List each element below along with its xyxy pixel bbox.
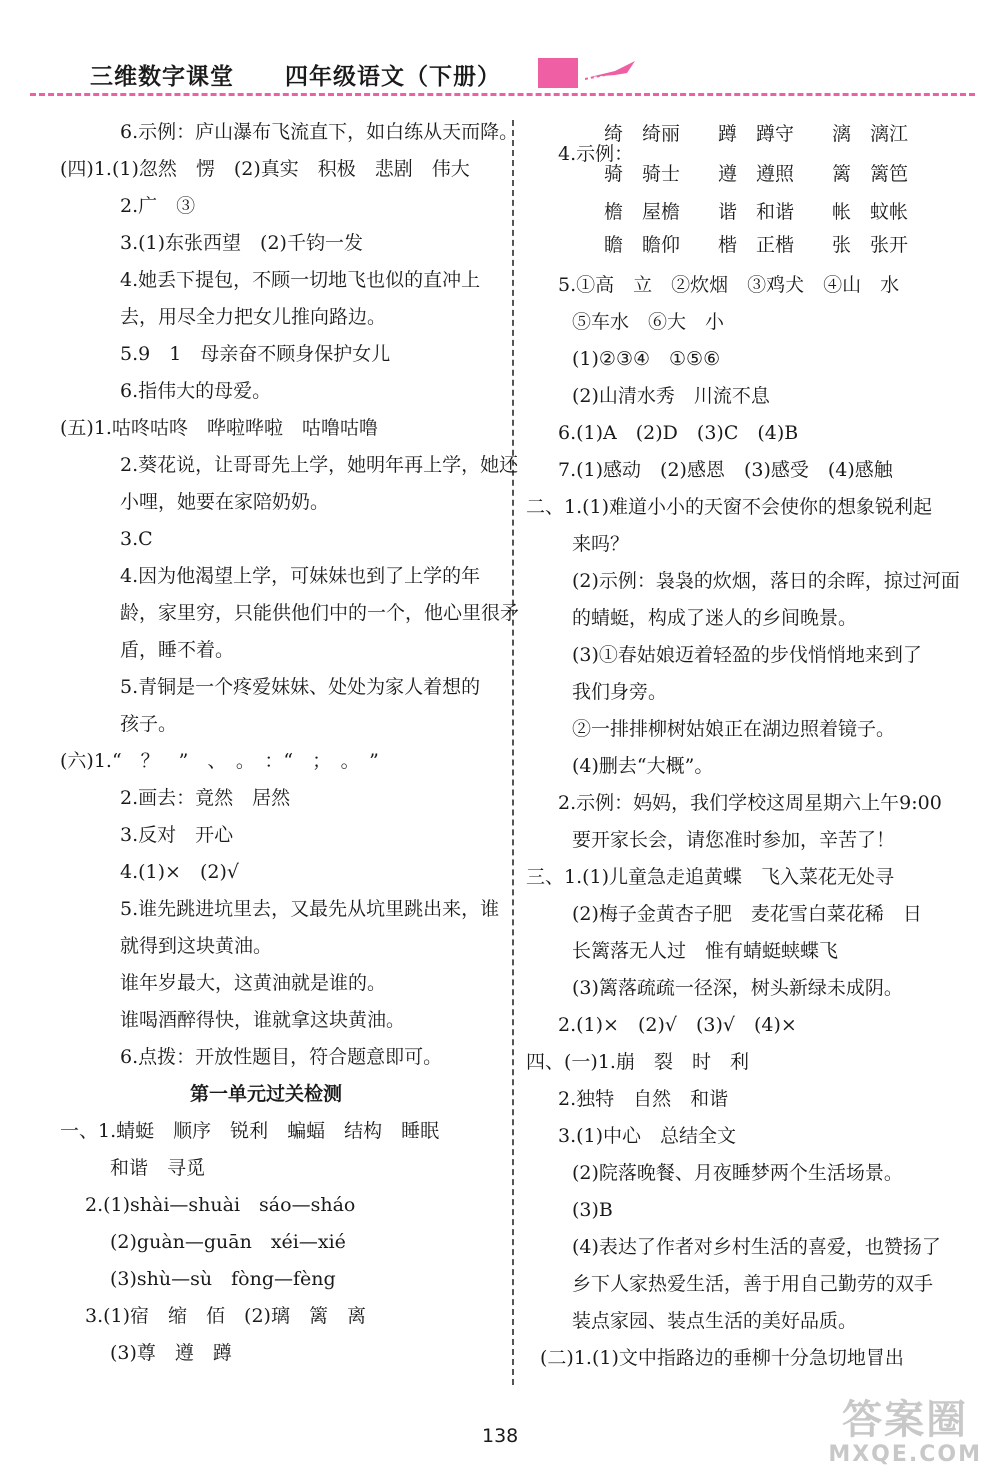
answer-line: ⑤车水 ⑥大 小 [572,311,725,333]
book-title: 四年级语文（下册） [285,64,501,90]
answer-line: 小哩，她要在家陪奶奶。 [120,491,330,513]
answer-line: 5.9 1 母亲奋不顾身保护女儿 [120,343,391,365]
answer-line: (4)删去“大概”。 [572,755,714,777]
answer-line: 瞻 瞻仰 楷 正楷 张 张开 [604,234,909,256]
answer-line: (1)②③④ ①⑤⑥ [572,348,721,370]
answer-line: 2.画去：竟然 居然 [120,787,291,809]
answer-line: 装点家园、装点生活的美好品质。 [572,1310,858,1332]
answer-line: 6.指伟大的母爱。 [120,380,272,402]
answer-line: (2)guàn—guān xéi—xié [110,1231,346,1253]
answer-line: 乡下人家热爱生活，善于用自己勤劳的双手 [572,1273,934,1295]
answer-line: 长篱落无人过 惟有蜻蜓蛱蝶飞 [572,940,839,962]
answer-line: 3.(1)中心 总结全文 [558,1125,737,1147]
answer-line: (4)表达了作者对乡村生活的喜爱，也赞扬了 [572,1236,941,1258]
answer-line: 5.谁先跳进坑里去，又最先从坑里跳出来，谁 [120,898,500,920]
pink-block-decoration [538,58,578,88]
answer-line: (3)shù—sù fòng—fèng [110,1268,336,1290]
answer-line: 2.(1)shài—shuài sáo—sháo [85,1194,356,1216]
answer-line: 盾，睡不着。 [120,639,235,661]
answer-line: (五)1.咕咚咕咚 哗啦哗啦 咕噜咕噜 [60,417,378,439]
answer-line: (3)尊 遵 蹲 [110,1342,232,1364]
answer-line: 7.(1)感动 (2)感恩 (3)感受 (4)感触 [558,459,893,481]
page-header [0,0,1000,100]
answer-line: 檐 屋檐 谐 和谐 帐 蚊帐 [604,201,909,223]
answer-line: 和谐 寻觅 [110,1157,206,1179]
answer-line: (2)梅子金黄杏子肥 麦花雪白菜花稀 日 [572,903,922,925]
answer-line: 3.反对 开心 [120,824,234,846]
answer-line: (二)1.(1)文中指路边的垂柳十分急切地冒出 [540,1347,904,1369]
answer-line: 4.示例： [558,143,634,165]
answer-line: ②一排排柳树姑娘正在湖边照着镜子。 [572,718,896,740]
answer-line: 一、1.蜻蜓 顺序 锐利 蝙蝠 结构 睡眠 [60,1120,440,1142]
answer-line: (六)1.“ ？ ” 、 。 ：“ ； 。 ” [60,750,379,772]
answer-line: 4.因为他渴望上学，可妹妹也到了上学的年 [120,565,481,587]
answer-line: 6.点拨：开放性题目，符合题意即可。 [120,1046,443,1068]
answer-line: 2.示例：妈妈，我们学校这周星期六上午9:00 [558,792,942,814]
answer-line: 3.(1)东张西望 (2)千钧一发 [120,232,363,254]
answer-line: 谁喝酒醉得快，谁就拿这块黄油。 [120,1009,406,1031]
answer-line: 绮 绮丽 蹲 蹲守 漓 漓江 [604,123,909,145]
answer-line: 2.(1)× (2)√ (3)√ (4)× [558,1014,797,1036]
answer-line: 5.青铜是一个疼爱妹妹、处处为家人着想的 [120,676,481,698]
watermark-site-text: MXQE.COM [828,1442,982,1467]
answer-line: (2)院落晚餐、月夜睡梦两个生活场景。 [572,1162,903,1184]
answer-line: 要开家长会，请您准时参加，辛苦了！ [572,829,896,851]
answer-line: 3.(1)宿 缩 佰 (2)璃 篱 离 [85,1305,366,1327]
answer-line: 骑 骑士 遵 遵照 篱 篱笆 [604,163,909,185]
answer-line: 6.示例：庐山瀑布飞流直下，如白练从天而降。 [120,121,519,143]
answer-line: 龄，家里穷，只能供他们中的一个，他心里很矛 [120,602,520,624]
answer-line: 4.她丢下提包，不顾一切地飞也似的直冲上 [120,269,481,291]
watermark-logo-text: 答案圈 [842,1397,969,1443]
answer-line: 二、1.(1)难道小小的天窗不会使你的想象锐利起 [526,496,933,518]
answer-line: 谁年岁最大，这黄油就是谁的。 [120,972,387,994]
answer-line: 5.①高 立 ②炊烟 ③鸡犬 ④山 水 [558,274,900,296]
answer-line: 去，用尽全力把女儿推向路边。 [120,306,387,328]
watermark-logo [828,1398,982,1467]
column-divider [512,120,514,1385]
answer-line: 的蜻蜓，构成了迷人的乡间晚景。 [572,607,858,629]
section-title: 第一单元过关检测 [190,1083,343,1105]
answer-line: 我们身旁。 [572,681,668,703]
answer-line: (2)山清水秀 川流不息 [572,385,770,407]
answer-line: 孩子。 [120,713,178,735]
answer-line: (3)①春姑娘迈着轻盈的步伐悄悄地来到了 [572,644,922,666]
answer-line: 3.C [120,528,153,550]
page-number: 138 [482,1425,519,1447]
answer-line: 三、1.(1)儿童急走追黄蝶 飞入菜花无处寻 [526,866,895,888]
header-dashed-rule [30,93,975,96]
answer-line: (四)1.(1)忽然 愣 (2)真实 积极 悲剧 伟大 [60,158,470,180]
answer-line: 来吗？ [572,533,630,555]
answer-line: 四、(一)1.崩 裂 时 利 [526,1051,749,1073]
answer-line: 2.葵花说，让哥哥先上学，她明年再上学，她还 [120,454,519,476]
series-title: 三维数字课堂 [90,64,234,90]
answer-line: (3)篱落疏疏一径深，树头新绿未成阴。 [572,977,903,999]
answer-line: 就得到这块黄油。 [120,935,273,957]
rocket-icon [585,55,645,85]
answer-line: (2)示例：袅袅的炊烟，落日的余晖，掠过河面 [572,570,960,592]
answer-line: 2.广 ③ [120,195,196,217]
answer-line: (3)B [572,1199,613,1221]
answer-line: 2.独特 自然 和谐 [558,1088,729,1110]
answer-line: 4.(1)× (2)√ [120,861,239,883]
answer-line: 6.(1)A (2)D (3)C (4)B [558,422,799,444]
